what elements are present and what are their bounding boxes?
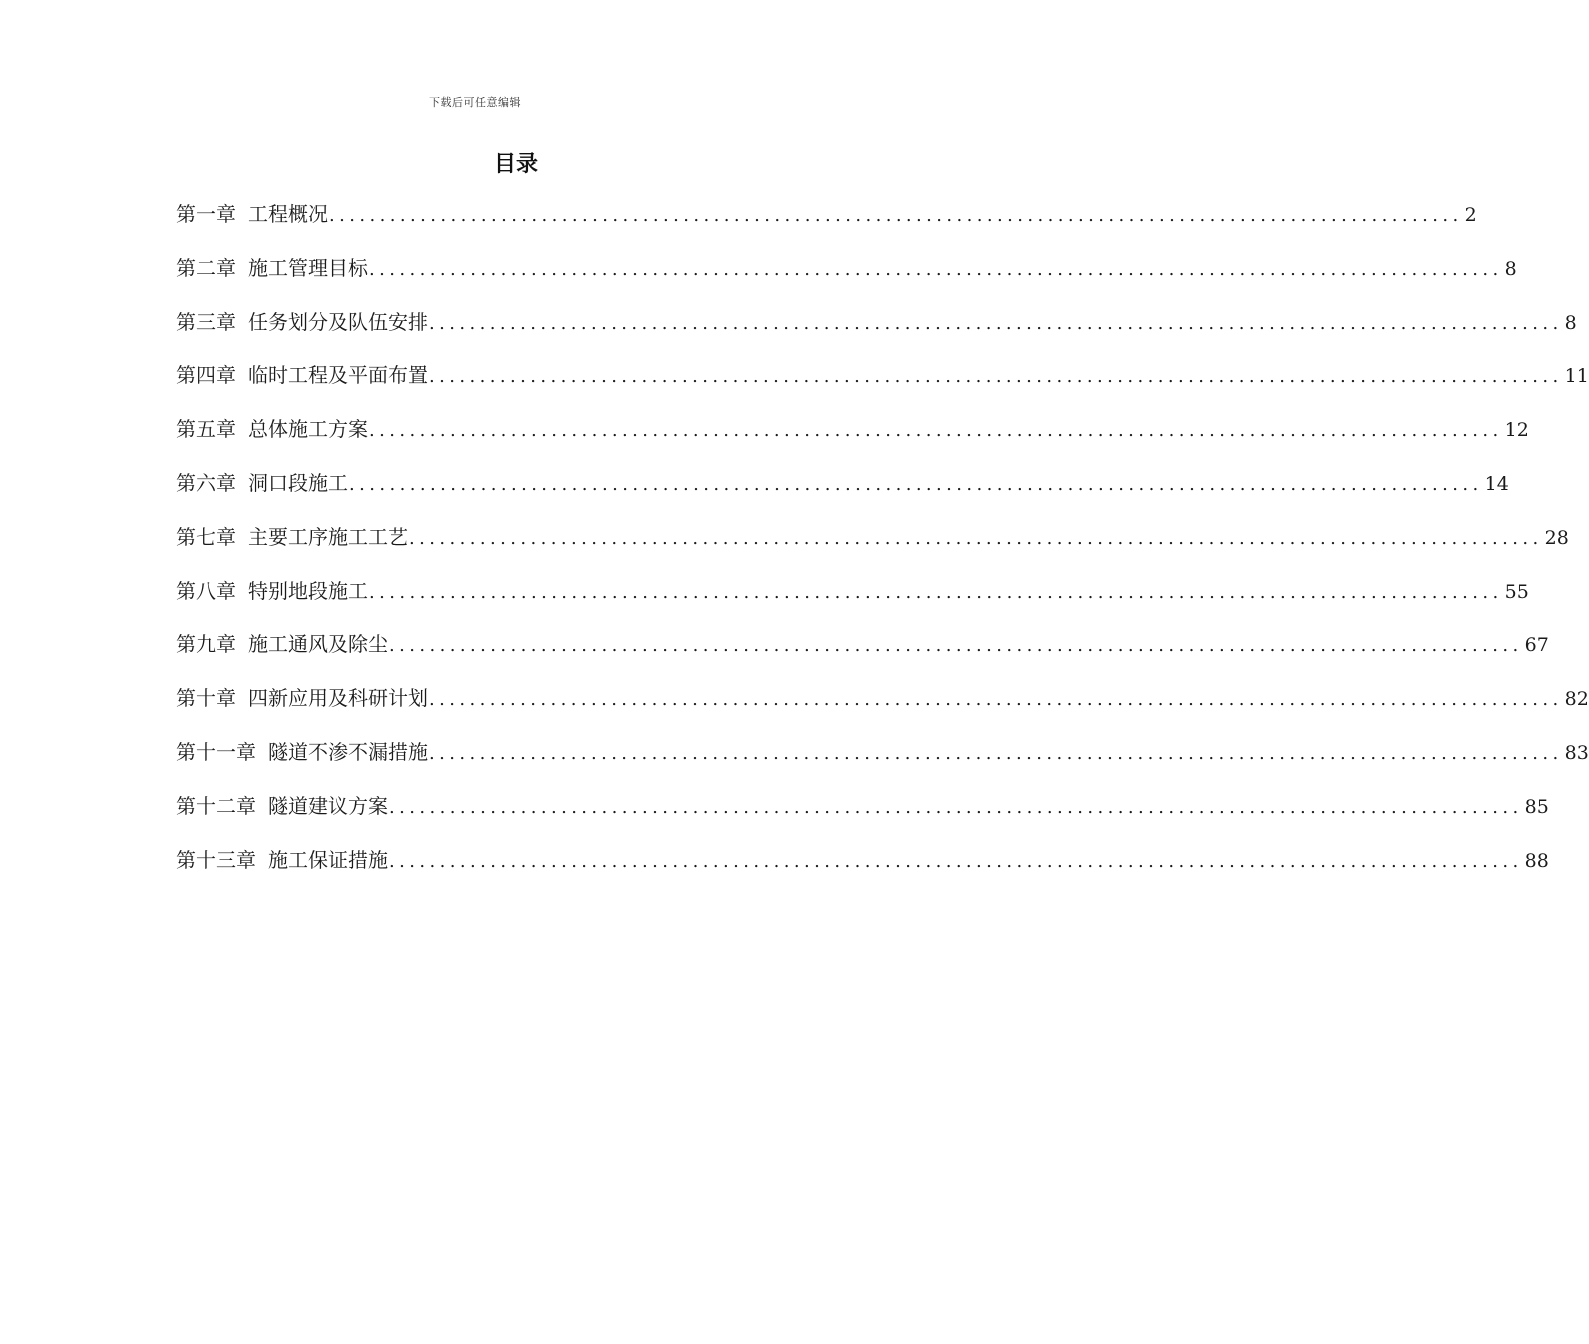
toc-title: 目录: [493, 152, 538, 177]
toc-entry-title: 施工通风及除尘: [248, 632, 388, 657]
toc-entry-title: 特别地段施工: [248, 578, 368, 603]
toc-entry[interactable]: [176, 575, 1529, 629]
toc-page-number: 2: [1464, 204, 1477, 226]
toc-dot-leader: ................................................................................................................: [389, 850, 1523, 872]
toc-page-number: 67: [1524, 634, 1549, 657]
toc-entry[interactable]: [176, 628, 1549, 682]
toc-dot-leader: ................................................................................................................: [349, 473, 1483, 495]
toc-entry-title: 四新应用及科研计划: [248, 686, 428, 711]
toc-chapter-label: 第七章: [176, 524, 236, 549]
toc-dot-leader: ................................................................................................................: [409, 527, 1543, 549]
toc-dot-leader: ................................................................................................................: [389, 796, 1523, 818]
toc-chapter-label: 第二章: [176, 255, 236, 280]
toc-entry[interactable]: [176, 790, 1549, 844]
toc-chapter-label: 第十章: [176, 686, 236, 711]
toc-page-number: 83: [1564, 741, 1589, 764]
toc-entry-title: 洞口段施工: [248, 470, 348, 495]
toc-chapter-label: 第四章: [176, 363, 236, 388]
toc-entry[interactable]: [176, 736, 1589, 790]
toc-chapter-label: 第十三章: [176, 847, 256, 872]
toc-entry[interactable]: [176, 359, 1589, 413]
toc-page-number: 85: [1524, 795, 1549, 818]
toc-entry[interactable]: [176, 198, 1477, 252]
toc-entry-title: 临时工程及平面布置: [248, 363, 428, 388]
toc-entry[interactable]: [176, 467, 1509, 521]
toc-entry-title: 隧道建议方案: [268, 793, 388, 818]
toc-dot-leader: ................................................................................................................: [369, 258, 1503, 280]
toc-chapter-label: 第五章: [176, 417, 236, 442]
toc-page-number: 12: [1504, 419, 1529, 442]
toc-entry-title: 施工管理目标: [248, 255, 368, 280]
toc-chapter-label: 第九章: [176, 632, 236, 657]
toc-page-number: 8: [1504, 257, 1517, 280]
toc-entry-title: 总体施工方案: [248, 417, 368, 442]
toc-entry-title: 任务划分及队伍安排: [248, 309, 428, 334]
toc-dot-leader: ................................................................................................................: [389, 635, 1523, 657]
toc-chapter-label: 第三章: [176, 309, 236, 334]
toc-page-number: 82: [1564, 688, 1589, 711]
toc-entry-title: 隧道不渗不漏措施: [268, 739, 428, 764]
toc-chapter-label: 第十一章: [176, 739, 256, 764]
toc-dot-leader: ................................................................................................................: [429, 366, 1563, 388]
toc-entry[interactable]: [176, 252, 1517, 306]
table-of-contents: [176, 198, 1589, 897]
toc-entry-title: 主要工序施工工艺: [248, 524, 408, 549]
toc-chapter-label: 第六章: [176, 470, 236, 495]
toc-entry[interactable]: [176, 844, 1549, 898]
toc-page-number: 28: [1544, 526, 1569, 549]
toc-dot-leader: ................................................................................................................: [429, 689, 1563, 711]
toc-page-number: 8: [1564, 311, 1577, 334]
toc-entry-title: 工程概况: [248, 202, 328, 226]
toc-dot-leader: ................................................................................................................: [429, 312, 1563, 334]
toc-page-number: 88: [1524, 849, 1549, 872]
toc-chapter-label: 第八章: [176, 578, 236, 603]
toc-page-number: 14: [1484, 472, 1509, 495]
toc-page-number: 55: [1504, 580, 1529, 603]
toc-dot-leader: ................................................................................................................: [369, 581, 1503, 603]
toc-entry-title: 施工保证措施: [268, 847, 388, 872]
toc-dot-leader: ................................................................................................................: [429, 742, 1563, 764]
toc-dot-leader: ................................................................................................................: [329, 205, 1463, 226]
toc-entry[interactable]: [176, 682, 1589, 736]
page-header-note: 下载后可任意编辑: [429, 96, 521, 109]
toc-chapter-label: 第十二章: [176, 793, 256, 818]
toc-chapter-label: 第一章: [176, 202, 236, 226]
toc-entry[interactable]: [176, 521, 1569, 575]
toc-page-number: 11: [1564, 365, 1589, 388]
toc-entry[interactable]: [176, 413, 1529, 467]
toc-dot-leader: ................................................................................................................: [369, 420, 1503, 442]
toc-entry[interactable]: [176, 306, 1577, 360]
